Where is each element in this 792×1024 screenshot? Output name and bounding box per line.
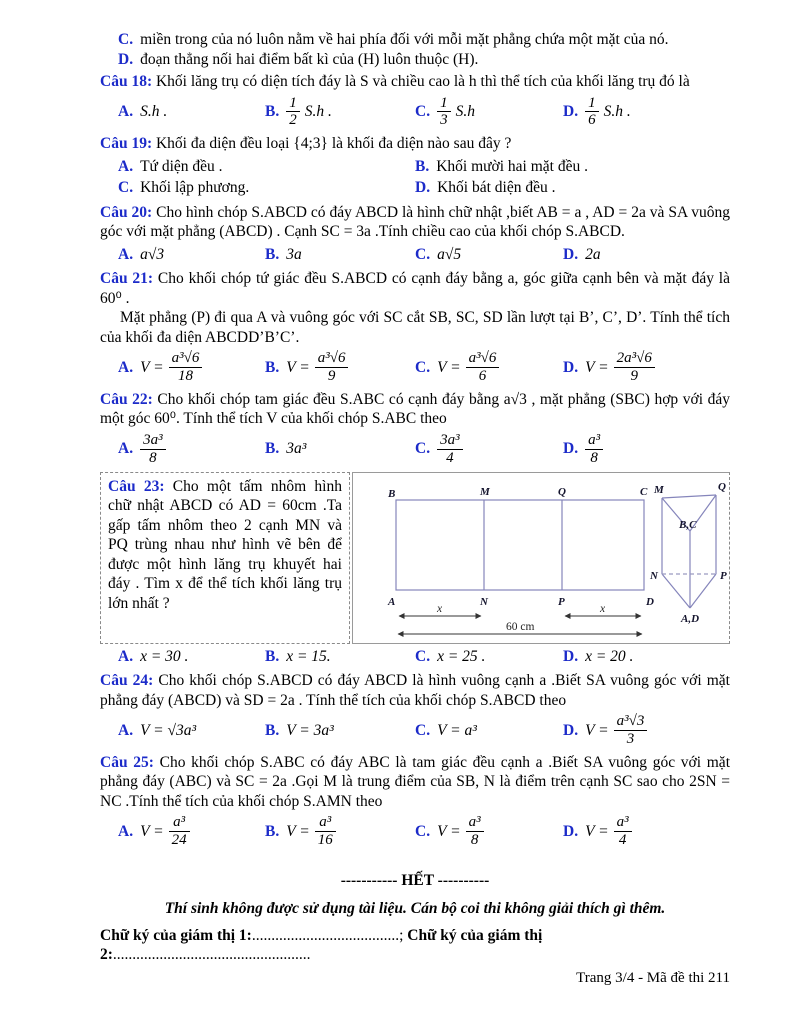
proctor1-label: Chữ ký của giám thị 1: [100,926,252,944]
fraction [140,432,166,467]
rect-label-P: P [558,595,565,608]
question-body: Câu 20: Cho hình chóp S.ABCD có đáy ABCD là hình chữ nhật ,biết AB = a , AD = 2a và SA vuông góc với mặt phẳng (ABCD) . Cạnh SC = 3a .Tính chiều cao của khối chóp S.ABCD. [100,203,730,241]
fraction-numerator: a³ [614,814,632,832]
question-number: Câu 20: [100,203,153,221]
rect-label-N: N [480,595,488,608]
fraction-denominator: 6 [588,112,596,129]
prism-label-N: N [650,569,658,582]
option-value: V = [585,822,609,840]
signature-line [100,926,730,965]
fraction-numerator: a³√6 [169,350,203,368]
question-number: Câu 25: [100,753,154,771]
options-row [100,432,730,467]
question-body: Câu 19: Khối đa diện đều loại {4;3} là khối đa diện nào sau đây ? [100,135,512,153]
fraction-denominator: 4 [446,449,454,466]
option-value: V = [140,358,164,376]
options-row [100,95,730,130]
question-body: Câu 24: Cho khối chóp S.ABCD có đáy ABCD là hình vuông cạnh a .Biết SA vuông góc với mặt phẳng đáy (ABCD) và SD = 2a . Tính thể tích của khối chóp S.ABCD theo [100,672,730,709]
option-label: C. [118,179,134,197]
option-label: B. [265,103,280,121]
option-value: S.h . [140,103,168,121]
option [118,102,265,122]
fraction [315,814,336,849]
option-label: A. [118,647,134,665]
option-label: D. [563,440,579,458]
option-value: 2a [585,245,601,263]
option [265,350,415,385]
fraction [466,350,500,385]
question-body: Câu 21: Cho khối chóp tứ giác đều S.ABCD có cạnh đáy bằng a, góc giữa cạnh bên và mặt đáy là 60⁰ . [100,270,730,307]
option-label: A. [118,822,134,840]
option-label: C. [415,822,431,840]
option [415,157,730,177]
option-label: B. [265,822,280,840]
option-value: V = a³ [437,721,477,739]
figure-box [352,472,730,644]
option [265,721,415,741]
fraction-numerator: a³√3 [614,713,648,731]
options-row [100,713,730,748]
question-block [100,753,730,849]
option [415,350,563,385]
fraction-denominator: 9 [327,368,336,385]
options-row [100,350,730,385]
fraction-denominator: 4 [618,832,627,848]
dim-x-left: x [437,602,443,615]
option-value: x = 25 . [437,647,486,665]
fraction [169,350,203,385]
question-number: Câu 18: [100,73,153,91]
answer-line-c [100,30,730,50]
option-text: miền trong của nó luôn nằm về hai phía đối với mỗi mặt phẳng chứa một mặt của nó. [140,31,669,48]
proctor2-label: Chữ ký của giám thị 2: [100,926,543,964]
fraction-numerator: a³√6 [466,350,500,368]
option-label: B. [265,440,280,458]
option-label: C. [118,31,134,48]
option [118,178,415,198]
option-label: C. [415,440,431,458]
prism-label-AD: A,D [681,612,700,625]
question-block [100,72,730,129]
fraction [437,95,451,130]
option-label: B. [415,157,430,175]
option [118,245,265,265]
fraction [614,814,632,849]
rect-label-Q: Q [558,485,566,498]
option-label: C. [415,245,431,263]
fraction-denominator: 9 [630,368,638,385]
question-block [100,390,730,467]
option [563,350,730,385]
option-label: B. [265,647,280,665]
fraction [614,350,655,385]
option-label: A. [118,358,134,376]
question-block [100,472,730,667]
option [265,439,415,459]
option [415,178,730,198]
fraction-denominator: 18 [177,368,193,385]
fraction-denominator: 8 [470,832,479,848]
option [118,814,265,849]
question-number: Câu 24: [100,672,154,690]
fraction [169,814,190,849]
option [265,245,415,265]
fraction [286,95,300,130]
fraction [585,95,599,130]
option-label: A. [118,721,134,739]
question-block [100,671,730,748]
option [118,350,265,385]
option-value: x = 30 . [140,647,189,665]
question-paragraph: Mặt phẳng (P) đi qua A và vuông góc với SC cắt SB, SC, SD lần lượt tại B’, C’, D’. Tính thể tích của khối đa diện ABCDD’B’C’. [100,309,730,346]
option [415,721,563,741]
option [563,713,730,748]
option-value: Khối lập phương. [140,179,250,197]
fraction-denominator: 8 [590,449,598,466]
fraction-numerator: 1 [286,95,300,113]
question-text-box: Câu 23: Cho một tấm nhôm hình chữ nhật ABCD có AD = 60cm .Ta gấp tấm nhôm theo 2 cạnh MN và PQ trùng nhau như hình vẽ bên để được một hình lăng trụ khuyết hai đáy . Tìm x để thể tích khối lăng trụ lớn nhất ? [100,472,350,644]
option [563,647,730,667]
fraction [585,432,603,467]
option [415,95,563,130]
option-label: D. [563,822,579,840]
fraction-numerator: a³ [169,814,190,832]
fraction-numerator: a³ [585,432,603,450]
proctor1-dots: ......................................; [251,926,404,944]
fraction-denominator: 3 [626,730,635,747]
option-value: V = [286,358,310,376]
rect-label-B: B [388,487,396,500]
option-value: Khối bát diện đều . [437,179,556,197]
question-number: Câu 22: [100,390,153,408]
option [563,814,730,849]
option [415,814,563,849]
prism-label-Q: Q [718,480,726,493]
sheet-rectangle [396,500,644,590]
question-number: Câu 19: [100,135,153,153]
option-label: A. [118,440,134,458]
options-row [100,647,730,667]
option [563,432,730,467]
option [265,814,415,849]
option-label: D. [563,358,579,376]
option-label: B. [265,245,280,263]
option-value: 3a [286,245,302,263]
end-marker: ----------- HẾT ---------- [340,871,490,889]
question-number: Câu 21: [100,270,154,288]
option-value: V = √3a³ [140,721,197,739]
option [563,245,730,265]
option-label: A. [118,157,134,175]
fraction-numerator: 1 [437,95,451,113]
option-label: B. [265,358,280,376]
option-value: S.h . [603,103,631,121]
option-value: S.h . [304,103,332,121]
fraction-denominator: 8 [149,449,157,466]
dim-total-width: 60 cm [506,620,535,633]
option [118,721,265,741]
option-label: A. [118,103,134,121]
options-row [100,245,730,265]
option-value: V = [585,721,609,739]
fraction-numerator: a³ [315,814,336,832]
option-value: a√5 [437,245,462,263]
option-value: a√3 [140,245,165,263]
prism-label-P: P [720,569,727,582]
option-label: D. [563,103,579,121]
answer-line-d [100,50,730,70]
option-value: V = [437,822,461,840]
question-with-figure [100,472,730,644]
option [118,157,415,177]
option-value: x = 20 . [585,647,634,665]
option-label: A. [118,245,134,263]
option-label: D. [118,50,134,68]
option-label: D. [563,647,579,665]
option [265,647,415,667]
option-label: C. [415,103,431,121]
option-label: C. [415,358,431,376]
fraction-denominator: 6 [478,368,487,385]
fraction-numerator: 3a³ [140,432,166,450]
rect-label-D: D [646,595,654,608]
question-body: Câu 25: Cho khối chóp S.ABC có đáy ABC là tam giác đều cạnh a .Biết SA vuông góc với mặt phẳng đáy (ABC) và SC = 2a .Gọi M là trung điểm của SB, N là điểm trên cạnh SC sao cho 2SN = NC .Tính thể tích của khối chóp S.AMN theo [100,753,730,810]
option-value: V = [140,822,164,840]
question-body: Câu 22: Cho khối chóp tam giác đều S.ABC có cạnh đáy bằng a√3 , mặt phẳng (SBC) hợp với đáy một góc 60⁰. Tính thể tích V của khối chóp S.ABC theo [100,390,730,428]
option [118,647,265,667]
options-row [100,157,730,198]
fraction-numerator: a³ [466,814,484,832]
folding-diagram [354,474,728,642]
question-block [100,134,730,198]
prism-label-BC: B,C [679,518,697,531]
option [118,432,265,467]
rect-label-M: M [480,485,490,498]
prism-label-M: M [654,483,664,496]
option [265,95,415,130]
fraction-denominator: 16 [317,832,333,848]
fraction-numerator: a³√6 [315,350,349,368]
fraction-numerator: 2a³√6 [614,350,655,368]
option-label: D. [415,179,431,197]
prism-figure [662,495,716,608]
exam-note: Thí sinh không được sử dụng tài liệu. Cán bộ coi thi không giải thích gì thêm. [164,900,666,918]
option-label: C. [415,721,431,739]
question-number: Câu 23: [108,477,165,495]
fraction-numerator: 3a³ [437,432,463,450]
option-value: V = [585,358,609,376]
option-value: V = 3a³ [286,721,334,739]
options-row [100,814,730,849]
option-value: 3a³ [286,440,307,458]
option-text: đoạn thẳng nối hai điểm bất kì của (H) luôn thuộc (H). [140,50,479,68]
option [415,432,563,467]
page-footer: Trang 3/4 - Mã đề thi 211 [576,970,730,987]
rect-label-C: C [640,485,648,498]
fraction-denominator: 24 [171,832,187,848]
fraction-denominator: 2 [289,112,297,129]
dim-x-right: x [600,602,606,615]
fraction-numerator: 1 [585,95,599,113]
question-block [100,203,730,265]
fraction [315,350,349,385]
page-content [100,30,730,965]
proctor2-dots: ................................................... [112,946,311,964]
option [415,647,563,667]
rect-label-A: A [388,595,396,608]
option-value: S.h [455,103,475,121]
questions-list [100,72,730,849]
fraction [466,814,484,849]
option-value: Khối mười hai mặt đều . [436,157,588,175]
option [563,95,730,130]
option-value: V = [437,358,461,376]
option-label: B. [265,721,280,739]
question-block [100,269,730,385]
fraction [437,432,463,467]
fraction-denominator: 3 [440,112,448,129]
question-body: Câu 18: Khối lăng trụ có diện tích đáy là S và chiều cao là h thì thể tích của khối lăng trụ đó là [100,73,690,91]
option-value: x = 15. [286,647,331,665]
option-label: D. [563,721,579,739]
option [415,245,563,265]
option-label: D. [563,245,579,263]
option-value: Tứ diện đều . [140,157,223,175]
option-label: C. [415,647,431,665]
fraction [614,713,648,748]
option-value: V = [286,822,310,840]
